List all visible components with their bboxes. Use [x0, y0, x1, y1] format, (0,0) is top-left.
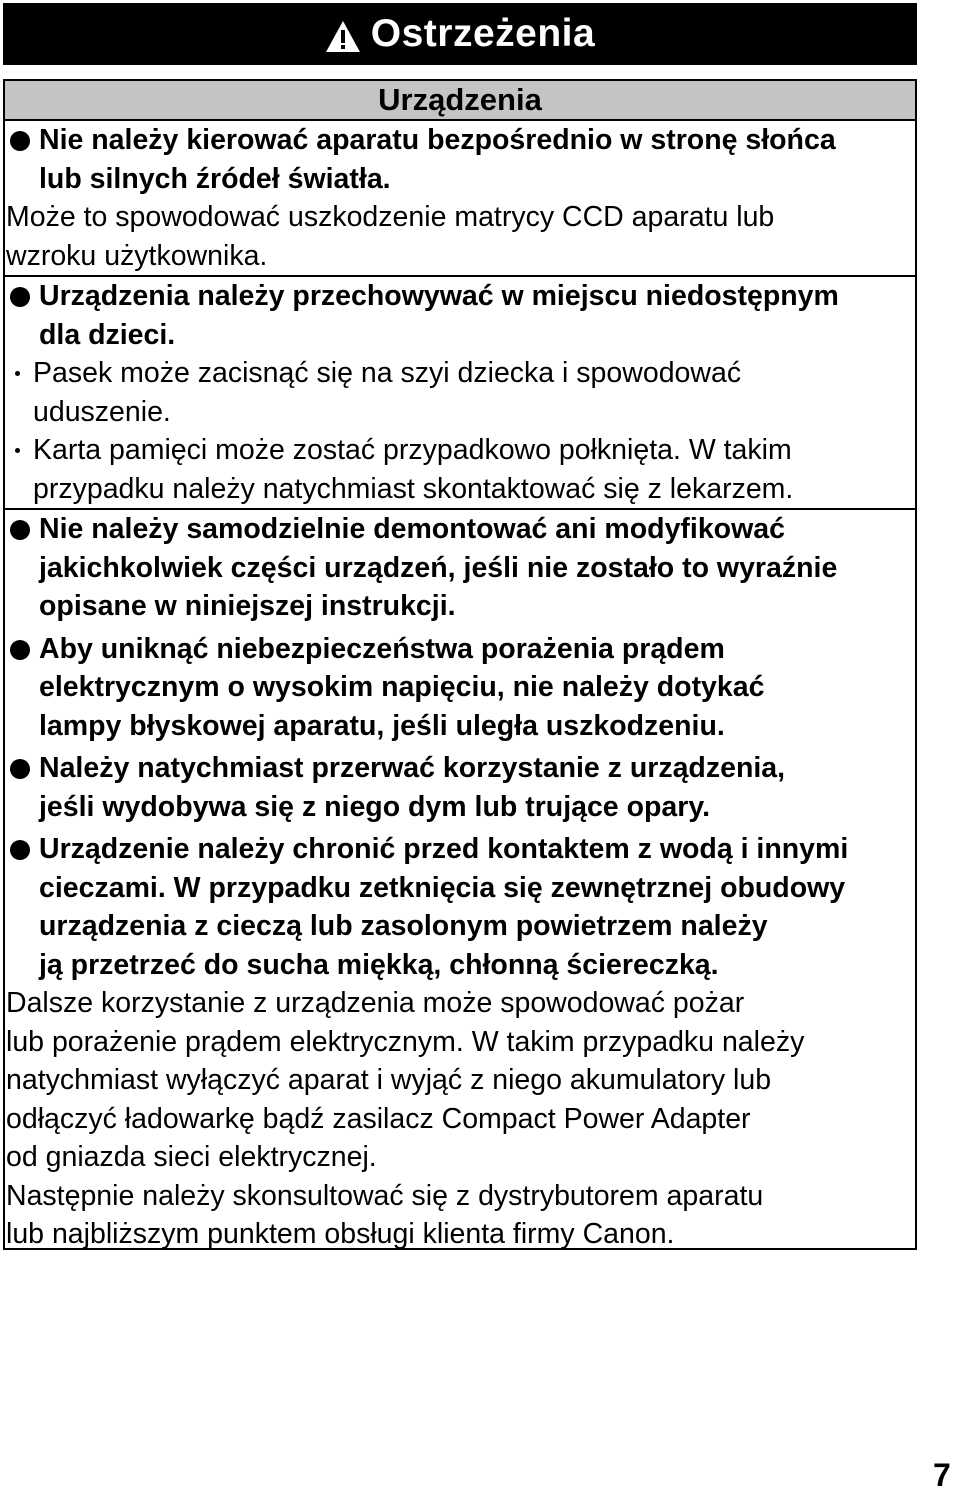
warning-subitem-memory-card [5, 431, 915, 508]
warning-line: elektrycznym o wysokim napięciu, nie należy dotykać [39, 671, 765, 703]
warning-line: lampy błyskowej aparatu, jeśli uległa uszkodzeniu. [39, 709, 725, 742]
warning-line: Urządzenie należy chronić przed kontaktem z wodą i innymi [39, 833, 849, 865]
warning-line: opisane w niniejszej instrukcji. [39, 590, 456, 622]
note-line: natychmiast wyłączyć aparat i wyjąć z niego akumulatory lub [6, 1064, 772, 1096]
warning-section-disassembly [5, 508, 915, 1254]
warning-line: jeśli wydobywa się z niego dym lub trujące opary. [39, 790, 710, 823]
bullet-dot-icon [10, 640, 30, 660]
devices-warning-box [3, 79, 917, 1250]
note-line: odłączyć ładowarkę bądź zasilacz Compact Power Adapter [6, 1102, 751, 1135]
warning-item-children [5, 277, 915, 354]
note-line: lub najbliższym punktem obsługi klienta firmy Canon. [6, 1218, 675, 1250]
warning-subitem-strap [5, 354, 915, 431]
warning-note [5, 984, 915, 1254]
warning-item-flash [5, 630, 915, 746]
small-bullet-icon [15, 371, 20, 376]
warning-line: Nie należy samodzielnie demontować ani modyfikować [39, 513, 785, 545]
warning-item-disassembly [5, 510, 915, 626]
section-title: Urządzenia [5, 81, 915, 121]
bullet-dot-icon [10, 287, 30, 307]
warnings-header [3, 3, 917, 65]
warning-triangle-icon [325, 20, 361, 53]
warning-line: jakichkolwiek części urządzeń, jeśli nie zostało to wyraźnie [39, 551, 838, 584]
bullet-dot-icon [10, 131, 30, 151]
note-line: lub porażenie prądem elektrycznym. W takim przypadku należy [6, 1025, 805, 1058]
warning-line: Nie należy kierować aparatu bezpośrednio w stronę słońca [39, 124, 836, 156]
subitem-line: uduszenie. [33, 395, 171, 428]
subitem-line: Karta pamięci może zostać przypadkowo połknięta. W takim [33, 434, 792, 466]
note-line: Dalsze korzystanie z urządzenia może spowodować pożar [6, 987, 745, 1019]
page-number: 7 [933, 1457, 951, 1493]
note-line: Może to spowodować uszkodzenie matrycy CCD aparatu lub [6, 201, 775, 233]
warning-line: ją przetrzeć do sucha miękką, chłonną ściereczką. [39, 948, 719, 981]
warning-line: Urządzenia należy przechowywać w miejscu niedostępnym [39, 280, 839, 312]
note-line: od gniazda sieci elektrycznej. [6, 1141, 377, 1173]
warning-item-liquids [5, 830, 915, 984]
warning-line: dla dzieci. [39, 318, 176, 351]
bullet-dot-icon [10, 520, 30, 540]
warning-line: lub silnych źródeł światła. [39, 162, 391, 195]
small-bullet-icon [15, 448, 20, 453]
warning-note [5, 198, 915, 275]
bullet-dot-icon [10, 759, 30, 779]
warning-line: Należy natychmiast przerwać korzystanie z urządzenia, [39, 752, 786, 784]
warning-section-sun [5, 121, 915, 275]
warning-item-sun [5, 121, 915, 198]
warning-section-children [5, 275, 915, 508]
note-line: wzroku użytkownika. [6, 239, 268, 272]
warning-item-smoke [5, 749, 915, 826]
page-title: Ostrzeżenia [370, 12, 596, 55]
subitem-line: przypadku należy natychmiast skontaktować się z lekarzem. [33, 472, 794, 505]
warning-line: cieczami. W przypadku zetknięcia się zewnętrznej obudowy [39, 871, 846, 904]
warning-line: Aby uniknąć niebezpieczeństwa porażenia prądem [39, 632, 725, 665]
note-line: Następnie należy skonsultować się z dystrybutorem aparatu [6, 1179, 764, 1212]
warning-line: urządzenia z cieczą lub zasolonym powietrzem należy [39, 910, 768, 942]
subitem-line: Pasek może zacisnąć się na szyi dziecka i spowodować [33, 357, 742, 389]
bullet-dot-icon [10, 840, 30, 860]
